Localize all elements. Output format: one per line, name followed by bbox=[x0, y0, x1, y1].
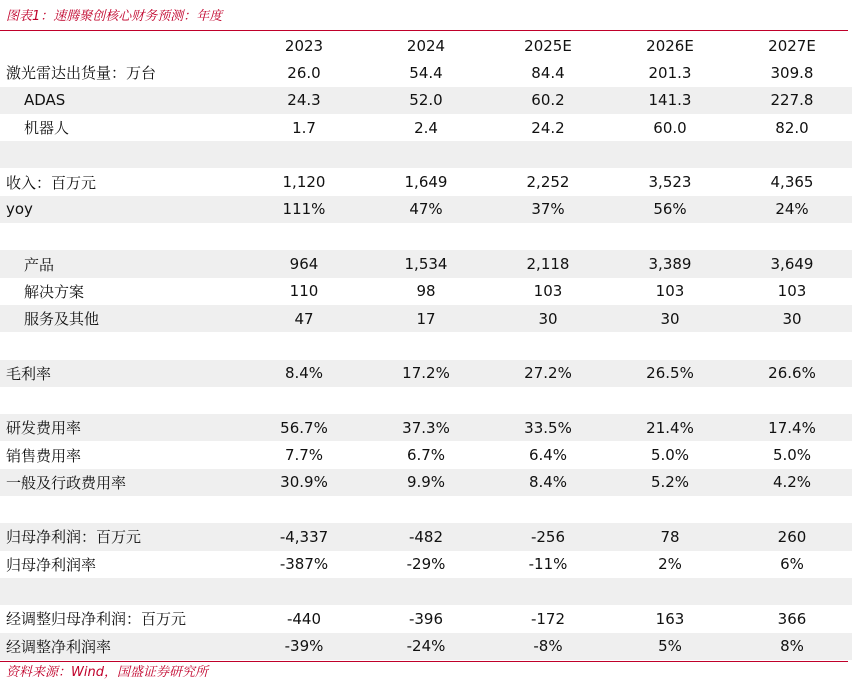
table-row bbox=[0, 141, 852, 168]
cell-value bbox=[608, 387, 732, 414]
cell-value bbox=[488, 578, 608, 605]
top-rule bbox=[0, 30, 848, 31]
cell-value: 21.4% bbox=[608, 414, 732, 441]
cell-value: 260 bbox=[732, 523, 852, 550]
table-row bbox=[0, 633, 852, 660]
cell-value bbox=[608, 332, 732, 359]
cell-value: 52.0 bbox=[364, 87, 488, 114]
table-row bbox=[0, 114, 852, 141]
cell-value: 37.3% bbox=[364, 414, 488, 441]
table-row bbox=[0, 223, 852, 250]
cell-value: -482 bbox=[364, 523, 488, 550]
cell-value bbox=[732, 496, 852, 523]
cell-value: 1,649 bbox=[404, 173, 448, 192]
cell-value: 30 bbox=[488, 305, 608, 332]
cell-value: 1.7 bbox=[292, 118, 316, 137]
row-label bbox=[0, 332, 244, 359]
cell-value: -24% bbox=[364, 633, 488, 660]
cell-value: 24.3 bbox=[244, 87, 364, 114]
cell-value: 5% bbox=[608, 633, 732, 660]
cell-value bbox=[244, 496, 364, 523]
cell-value: -256 bbox=[488, 523, 608, 550]
cell-value: -396 bbox=[408, 609, 444, 628]
cell-value: 54.4 bbox=[409, 63, 443, 82]
cell-value bbox=[364, 223, 488, 250]
table-row bbox=[0, 87, 852, 114]
row-label: 服务及其他 bbox=[0, 305, 244, 332]
cell-value bbox=[488, 332, 608, 359]
cell-value: 2% bbox=[658, 555, 682, 574]
cell-value: 141.3 bbox=[608, 87, 732, 114]
row-label bbox=[0, 578, 244, 605]
cell-value: 17.4% bbox=[732, 414, 852, 441]
cell-value: 110 bbox=[289, 282, 319, 301]
cell-value bbox=[244, 223, 364, 250]
row-label: yoy bbox=[0, 196, 244, 223]
cell-value: 26.0 bbox=[287, 63, 321, 82]
cell-value: 9.9% bbox=[364, 469, 488, 496]
cell-value: 6.4% bbox=[528, 446, 568, 465]
cell-value bbox=[244, 387, 364, 414]
header-year: 2023 bbox=[284, 36, 324, 55]
cell-value: 227.8 bbox=[732, 87, 852, 114]
cell-value: -440 bbox=[286, 609, 322, 628]
cell-value: 82.0 bbox=[775, 118, 809, 137]
cell-value: 1,534 bbox=[364, 250, 488, 277]
cell-value: 103 bbox=[777, 282, 807, 301]
cell-value: 98 bbox=[416, 282, 436, 301]
row-label: 机器人 bbox=[24, 119, 70, 138]
cell-value: 3,389 bbox=[608, 250, 732, 277]
cell-value: 2,118 bbox=[488, 250, 608, 277]
table-row bbox=[0, 250, 852, 277]
cell-value bbox=[364, 496, 488, 523]
cell-value: 26.5% bbox=[608, 360, 732, 387]
table-row bbox=[0, 605, 852, 632]
row-label bbox=[0, 223, 244, 250]
cell-value: 6.7% bbox=[406, 446, 446, 465]
row-label: 销售费用率 bbox=[6, 446, 82, 465]
cell-value: 309.8 bbox=[770, 63, 814, 82]
row-label bbox=[0, 496, 244, 523]
cell-value: 103 bbox=[655, 282, 685, 301]
row-label: 毛利率 bbox=[0, 360, 244, 387]
table-row bbox=[0, 305, 852, 332]
cell-value bbox=[608, 141, 732, 168]
cell-value: 8.4% bbox=[244, 360, 364, 387]
cell-value bbox=[364, 578, 488, 605]
table-row bbox=[0, 441, 852, 468]
cell-value bbox=[732, 387, 852, 414]
cell-value: 163 bbox=[655, 609, 685, 628]
cell-value bbox=[364, 141, 488, 168]
row-label bbox=[0, 141, 244, 168]
cell-value: 366 bbox=[777, 609, 807, 628]
row-label: 解决方案 bbox=[24, 282, 85, 301]
financial-forecast-table bbox=[0, 32, 852, 660]
table-row bbox=[0, 414, 852, 441]
cell-value: 17.2% bbox=[364, 360, 488, 387]
cell-value: 201.3 bbox=[648, 63, 692, 82]
row-label: 经调整净利润率 bbox=[0, 633, 244, 660]
row-label: ADAS bbox=[0, 87, 244, 114]
table-row bbox=[0, 168, 852, 195]
table-row bbox=[0, 551, 852, 578]
table-row bbox=[0, 387, 852, 414]
cell-value bbox=[732, 332, 852, 359]
bottom-rule bbox=[0, 661, 848, 662]
cell-value bbox=[244, 332, 364, 359]
cell-value: -172 bbox=[530, 609, 566, 628]
cell-value: 2,252 bbox=[526, 173, 570, 192]
cell-value: 24.2 bbox=[531, 118, 565, 137]
table-row bbox=[0, 278, 852, 305]
cell-value bbox=[488, 223, 608, 250]
cell-value bbox=[364, 332, 488, 359]
cell-value: 56% bbox=[608, 196, 732, 223]
row-label: 激光雷达出货量：万台 bbox=[6, 64, 157, 83]
cell-value: 4,365 bbox=[770, 173, 814, 192]
source-note: 资料来源：Wind，国盛证券研究所 bbox=[6, 665, 208, 680]
cell-value: 103 bbox=[533, 282, 563, 301]
table-row bbox=[0, 469, 852, 496]
table-row bbox=[0, 59, 852, 86]
cell-value: 4.2% bbox=[732, 469, 852, 496]
cell-value bbox=[364, 387, 488, 414]
cell-value: 5.2% bbox=[608, 469, 732, 496]
cell-value: 111% bbox=[244, 196, 364, 223]
cell-value: 84.4 bbox=[531, 63, 565, 82]
cell-value: 26.6% bbox=[732, 360, 852, 387]
cell-value: 33.5% bbox=[488, 414, 608, 441]
table-row bbox=[0, 578, 852, 605]
cell-value bbox=[608, 578, 732, 605]
cell-value: -4,337 bbox=[244, 523, 364, 550]
table-row bbox=[0, 496, 852, 523]
header-year: 2025E bbox=[524, 36, 572, 55]
header-label bbox=[0, 32, 244, 59]
cell-value: 27.2% bbox=[488, 360, 608, 387]
cell-value: -39% bbox=[244, 633, 364, 660]
cell-value: 60.0 bbox=[653, 118, 687, 137]
header-year: 2027E bbox=[768, 36, 816, 55]
row-label bbox=[0, 387, 244, 414]
row-label: 产品 bbox=[0, 250, 244, 277]
table-row bbox=[0, 523, 852, 550]
cell-value: 30.9% bbox=[244, 469, 364, 496]
cell-value: 8.4% bbox=[488, 469, 608, 496]
cell-value: 1,120 bbox=[282, 173, 326, 192]
header-year: 2024 bbox=[406, 36, 446, 55]
cell-value bbox=[488, 387, 608, 414]
cell-value bbox=[244, 578, 364, 605]
cell-value: 24% bbox=[732, 196, 852, 223]
cell-value: 6% bbox=[780, 555, 804, 574]
header-row bbox=[0, 32, 852, 59]
row-label: 收入：百万元 bbox=[6, 173, 97, 192]
row-label: 归母净利润率 bbox=[6, 555, 97, 574]
header-year: 2026E bbox=[646, 36, 694, 55]
cell-value: 7.7% bbox=[284, 446, 324, 465]
cell-value: 56.7% bbox=[244, 414, 364, 441]
cell-value bbox=[608, 496, 732, 523]
row-label: 一般及行政费用率 bbox=[0, 469, 244, 496]
table-row bbox=[0, 360, 852, 387]
row-label: 经调整归母净利润：百万元 bbox=[6, 610, 187, 629]
cell-value: -11% bbox=[528, 555, 568, 574]
cell-value: -29% bbox=[406, 555, 446, 574]
cell-value bbox=[608, 223, 732, 250]
cell-value: 60.2 bbox=[488, 87, 608, 114]
cell-value: -387% bbox=[279, 555, 329, 574]
row-label: 归母净利润：百万元 bbox=[0, 523, 244, 550]
cell-value: 2.4 bbox=[414, 118, 438, 137]
cell-value: 5.0% bbox=[772, 446, 812, 465]
cell-value: 964 bbox=[244, 250, 364, 277]
cell-value: -8% bbox=[488, 633, 608, 660]
cell-value: 17 bbox=[364, 305, 488, 332]
cell-value: 37% bbox=[488, 196, 608, 223]
cell-value bbox=[732, 578, 852, 605]
cell-value: 78 bbox=[608, 523, 732, 550]
cell-value: 30 bbox=[732, 305, 852, 332]
table-row bbox=[0, 196, 852, 223]
cell-value: 47% bbox=[364, 196, 488, 223]
cell-value: 8% bbox=[732, 633, 852, 660]
cell-value bbox=[488, 141, 608, 168]
cell-value: 3,523 bbox=[648, 173, 692, 192]
cell-value: 47 bbox=[244, 305, 364, 332]
cell-value bbox=[488, 496, 608, 523]
cell-value bbox=[244, 141, 364, 168]
cell-value: 3,649 bbox=[732, 250, 852, 277]
cell-value bbox=[732, 223, 852, 250]
cell-value: 30 bbox=[608, 305, 732, 332]
cell-value bbox=[732, 141, 852, 168]
cell-value: 5.0% bbox=[650, 446, 690, 465]
row-label: 研发费用率 bbox=[0, 414, 244, 441]
table-row bbox=[0, 332, 852, 359]
figure-caption: 图表1：速腾聚创核心财务预测：年度 bbox=[6, 9, 223, 24]
